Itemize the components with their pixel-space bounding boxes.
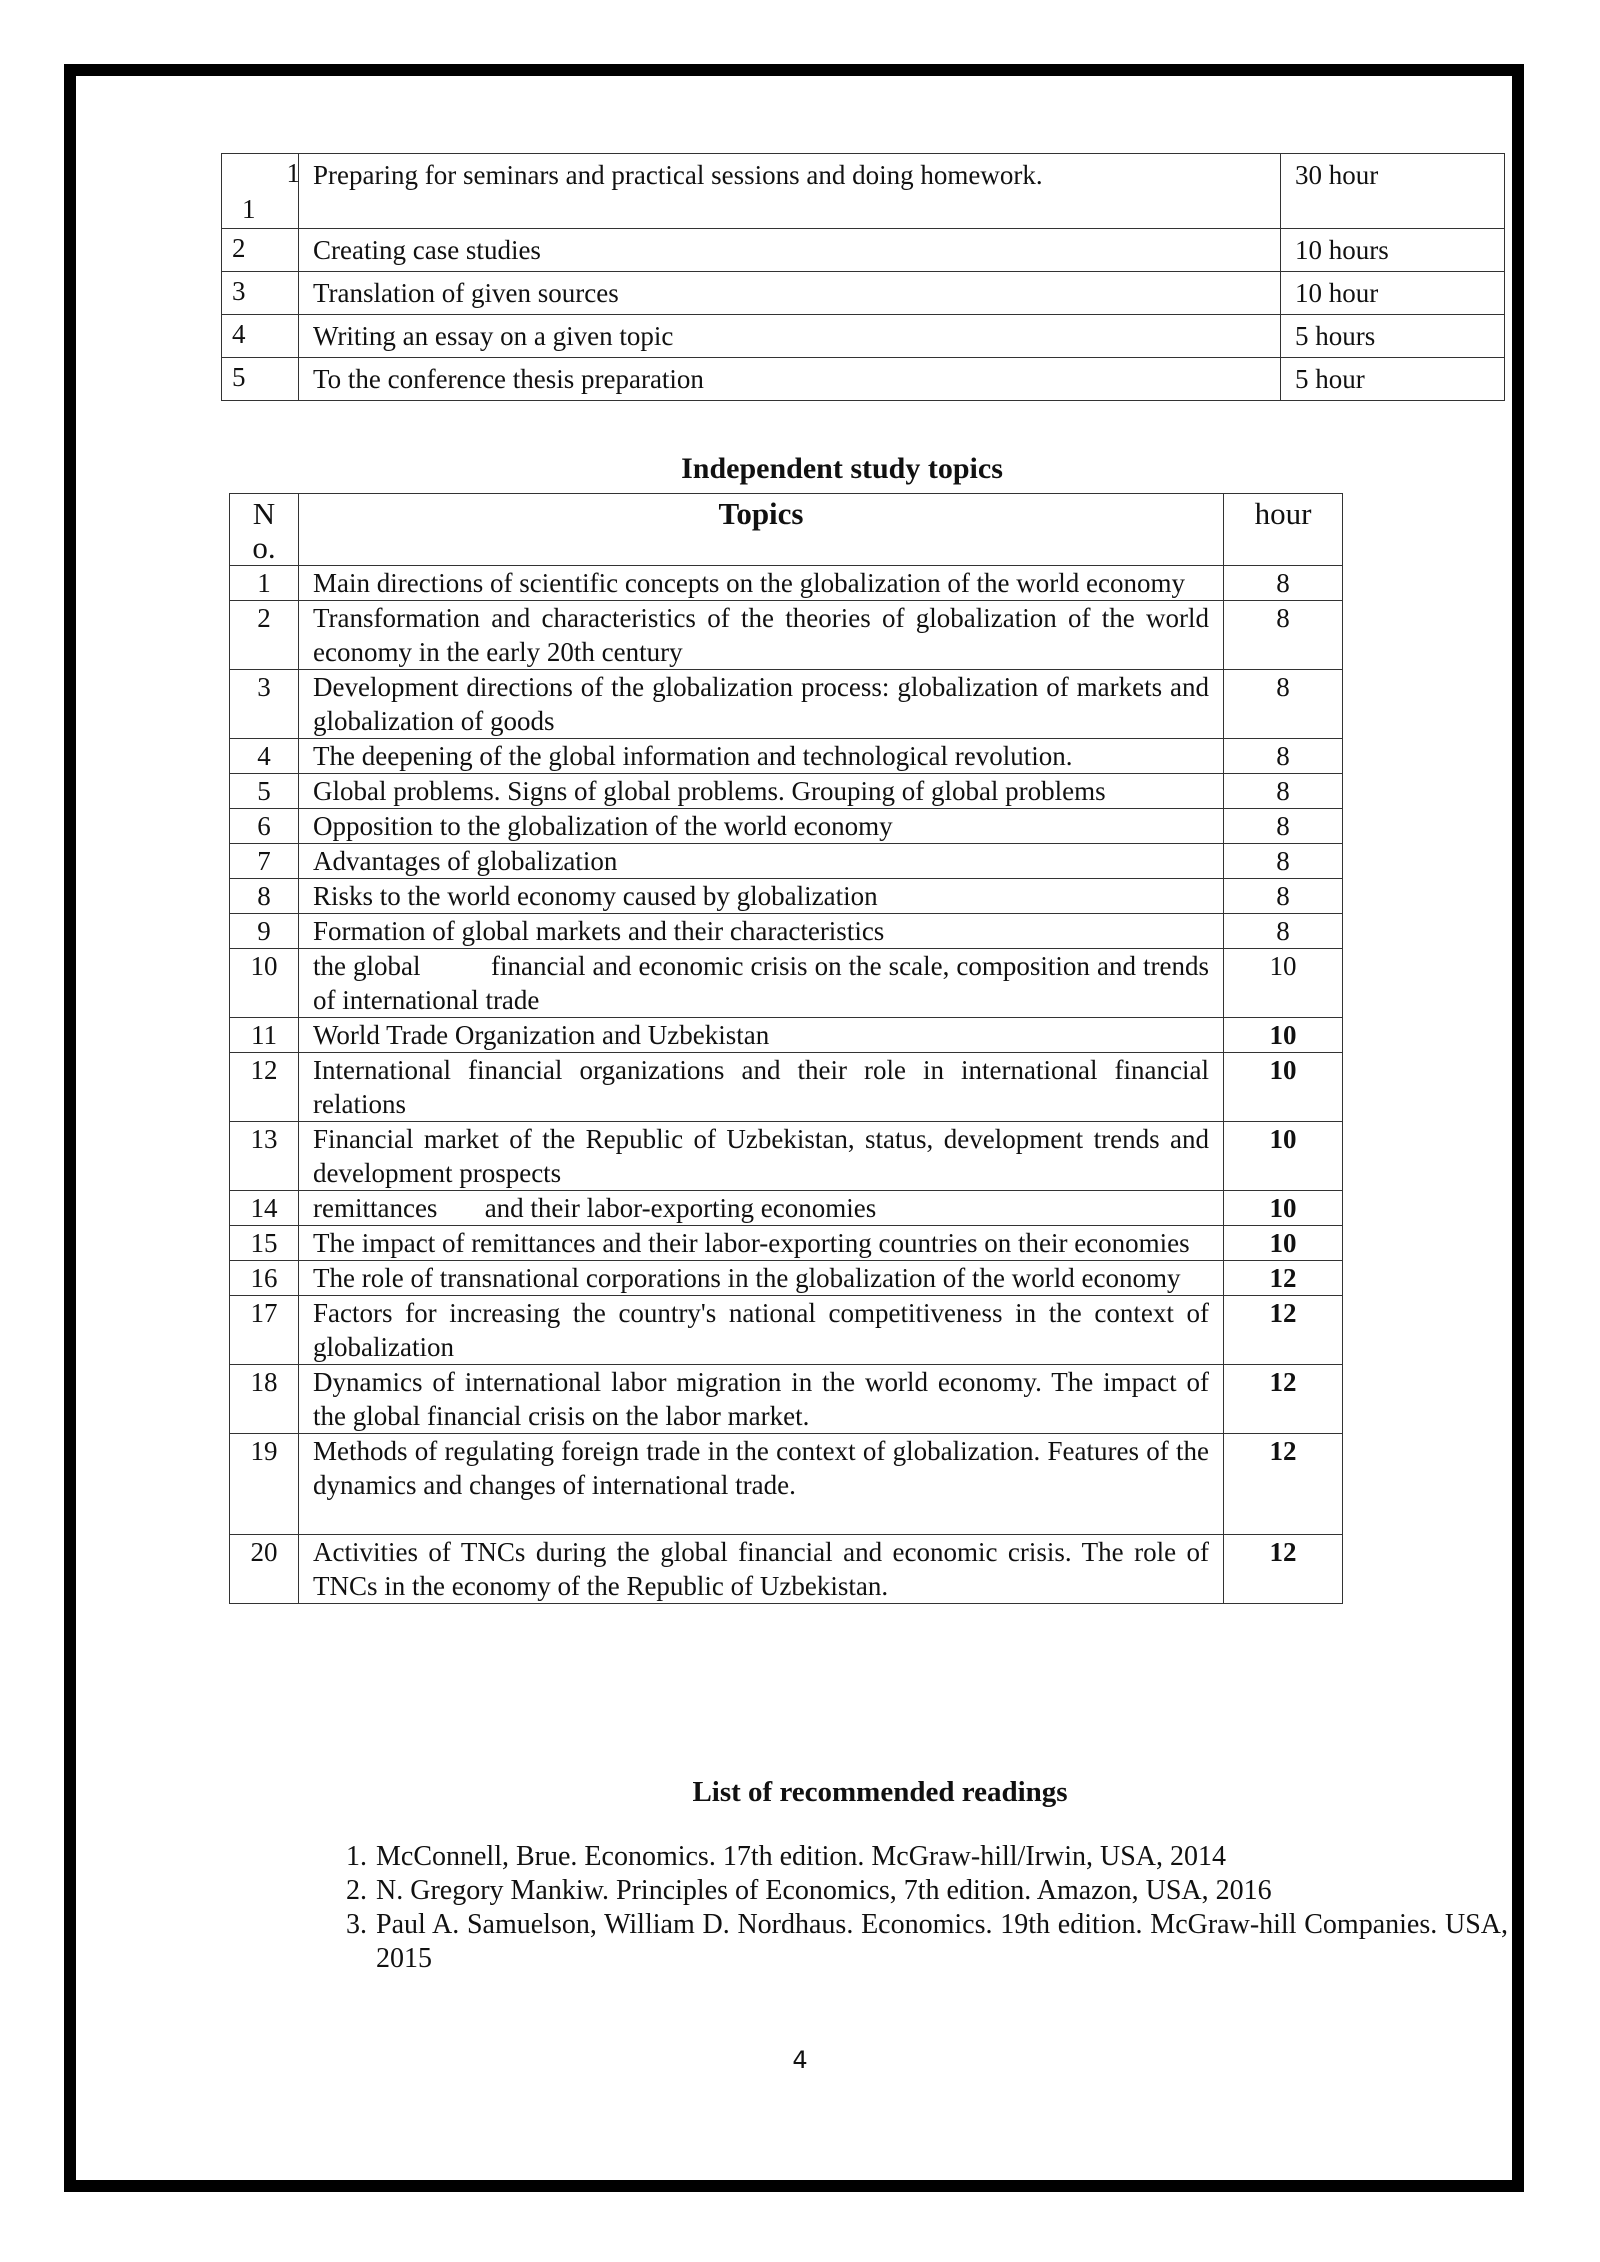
- row-number: 3: [222, 272, 299, 315]
- table-row: [222, 272, 1505, 315]
- topic-hours: 12: [1224, 1296, 1343, 1365]
- row-number: 1: [242, 194, 256, 224]
- table-row: [230, 809, 1343, 844]
- page-number: 4: [792, 2046, 808, 2074]
- readings-title: List of recommended readings: [692, 1776, 1068, 1808]
- table-header-row: [230, 494, 1343, 566]
- topic-hours: 8: [1224, 739, 1343, 774]
- list-item: 1. McConnell, Brue. Economics. 17th edition. McGraw-hill/Irwin, USA, 2014: [374, 1840, 1508, 1874]
- list-item: 3. Paul A. Samuelson, William D. Nordhaus. Economics. 19th edition. McGraw-hill Companies. USA, 2015: [374, 1908, 1508, 1976]
- table-row: [230, 1122, 1343, 1191]
- topic-text: Activities of TNCs during the global financial and economic crisis. The role of TNCs in the economy of the Republic of Uzbekistan.: [299, 1535, 1224, 1604]
- task-hours: 30 hour: [1281, 154, 1505, 229]
- topic-number: 19: [230, 1434, 299, 1535]
- header-number-line: o.: [252, 530, 276, 565]
- table-row: [230, 1053, 1343, 1122]
- topic-number: 10: [230, 949, 299, 1018]
- header-number-line: N: [252, 496, 276, 531]
- table-row: [230, 949, 1343, 1018]
- section-title: Independent study topics: [681, 452, 1003, 485]
- topic-hours: 12: [1224, 1434, 1343, 1535]
- topic-text: Transformation and characteristics of the theories of globalization of the world economy in the early 20th century: [299, 601, 1224, 670]
- topic-text: Factors for increasing the country's national competitiveness in the context of globalization: [299, 1296, 1224, 1365]
- table-row: [230, 739, 1343, 774]
- task-hours: 5 hours: [1281, 315, 1505, 358]
- topic-number: 8: [230, 879, 299, 914]
- topic-hours: 8: [1224, 601, 1343, 670]
- task-hours: 5 hour: [1281, 358, 1505, 401]
- table-row: [230, 1296, 1343, 1365]
- topic-text: the global financial and economic crisis on the scale, composition and trends of international trade: [299, 949, 1224, 1018]
- header-number: [230, 494, 299, 566]
- row-number: 1: [286, 158, 300, 188]
- task-text: Creating case studies: [299, 229, 1281, 272]
- topic-number: 15: [230, 1226, 299, 1261]
- topic-hours: 8: [1224, 844, 1343, 879]
- table-row: [230, 566, 1343, 601]
- table-row: [222, 315, 1505, 358]
- tasks-table: [221, 153, 1505, 401]
- topic-hours: 10: [1224, 1226, 1343, 1261]
- task-hours: 10 hour: [1281, 272, 1505, 315]
- topic-text: Risks to the world economy caused by globalization: [299, 879, 1224, 914]
- topic-rows: [230, 566, 1343, 1604]
- row-number: 2: [222, 229, 299, 272]
- topic-text: Dynamics of international labor migration in the world economy. The impact of the global financial crisis on the labor market.: [299, 1365, 1224, 1434]
- task-text: Translation of given sources: [299, 272, 1281, 315]
- table-row: [230, 914, 1343, 949]
- topic-hours: 10: [1224, 1053, 1343, 1122]
- table-row: [230, 1226, 1343, 1261]
- topic-text: Opposition to the globalization of the world economy: [299, 809, 1224, 844]
- topic-number: 13: [230, 1122, 299, 1191]
- header-hour: hour: [1224, 494, 1343, 566]
- topic-number: 3: [230, 670, 299, 739]
- topic-hours: 8: [1224, 566, 1343, 601]
- topic-text: The deepening of the global information and technological revolution.: [299, 739, 1224, 774]
- topic-number: 16: [230, 1261, 299, 1296]
- topic-hours: 8: [1224, 914, 1343, 949]
- table-row: [230, 774, 1343, 809]
- topic-number: 5: [230, 774, 299, 809]
- topic-text: Main directions of scientific concepts on the globalization of the world economy: [299, 566, 1224, 601]
- list-item: 2. N. Gregory Mankiw. Principles of Economics, 7th edition. Amazon, USA, 2016: [374, 1874, 1508, 1908]
- table-row: [222, 229, 1505, 272]
- topic-hours: 10: [1224, 1191, 1343, 1226]
- topic-text: remittances and their labor-exporting economies: [299, 1191, 1224, 1226]
- topic-number: 12: [230, 1053, 299, 1122]
- topic-number: 14: [230, 1191, 299, 1226]
- topic-number: 9: [230, 914, 299, 949]
- topic-text: Formation of global markets and their characteristics: [299, 914, 1224, 949]
- task-hours: 10 hours: [1281, 229, 1505, 272]
- topic-text: The role of transnational corporations in the globalization of the world economy: [299, 1261, 1224, 1296]
- table-row: [230, 1018, 1343, 1053]
- topic-hours: 8: [1224, 809, 1343, 844]
- topic-number: 7: [230, 844, 299, 879]
- topic-text: Advantages of globalization: [299, 844, 1224, 879]
- topic-number: 1: [230, 566, 299, 601]
- topic-number: 4: [230, 739, 299, 774]
- table-row: [230, 844, 1343, 879]
- table-row: [230, 1191, 1343, 1226]
- header-topics: Topics: [299, 494, 1224, 566]
- row-number: 5: [222, 358, 299, 401]
- topic-text: World Trade Organization and Uzbekistan: [299, 1018, 1224, 1053]
- topic-text: The impact of remittances and their labor-exporting countries on their economies: [299, 1226, 1224, 1261]
- table-row: [222, 154, 1505, 229]
- table-row: [230, 1365, 1343, 1434]
- table-row: [230, 879, 1343, 914]
- topic-hours: 10: [1224, 949, 1343, 1018]
- task-text: Writing an essay on a given topic: [299, 315, 1281, 358]
- topic-hours: 12: [1224, 1365, 1343, 1434]
- topic-hours: 12: [1224, 1261, 1343, 1296]
- readings-list: [322, 1840, 1508, 1976]
- topic-number: 20: [230, 1535, 299, 1604]
- topic-text: Development directions of the globalization process: globalization of markets and globalization of goods: [299, 670, 1224, 739]
- topic-text: Financial market of the Republic of Uzbekistan, status, development trends and development prospects: [299, 1122, 1224, 1191]
- table-row: [222, 358, 1505, 401]
- task-text: To the conference thesis preparation: [299, 358, 1281, 401]
- topic-number: 6: [230, 809, 299, 844]
- topic-hours: 10: [1224, 1018, 1343, 1053]
- topic-number: 17: [230, 1296, 299, 1365]
- topic-text: Methods of regulating foreign trade in the context of globalization. Features of the dynamics and changes of international trade.: [299, 1434, 1224, 1535]
- topic-number: 2: [230, 601, 299, 670]
- topic-hours: 8: [1224, 879, 1343, 914]
- task-text: Preparing for seminars and practical sessions and doing homework.: [299, 154, 1281, 229]
- table-row: [230, 1434, 1343, 1535]
- table-row: [230, 1261, 1343, 1296]
- table-row: [230, 601, 1343, 670]
- topic-hours: 10: [1224, 1122, 1343, 1191]
- topic-hours: 8: [1224, 670, 1343, 739]
- table-row: [230, 670, 1343, 739]
- topic-number: 18: [230, 1365, 299, 1434]
- topic-text: Global problems. Signs of global problems. Grouping of global problems: [299, 774, 1224, 809]
- topic-number: 11: [230, 1018, 299, 1053]
- topic-hours: 8: [1224, 774, 1343, 809]
- topic-hours: 12: [1224, 1535, 1343, 1604]
- independent-topics-table: [229, 493, 1343, 1604]
- topic-text: International financial organizations and their role in international financial relations: [299, 1053, 1224, 1122]
- row-number: 4: [222, 315, 299, 358]
- table-row: [230, 1535, 1343, 1604]
